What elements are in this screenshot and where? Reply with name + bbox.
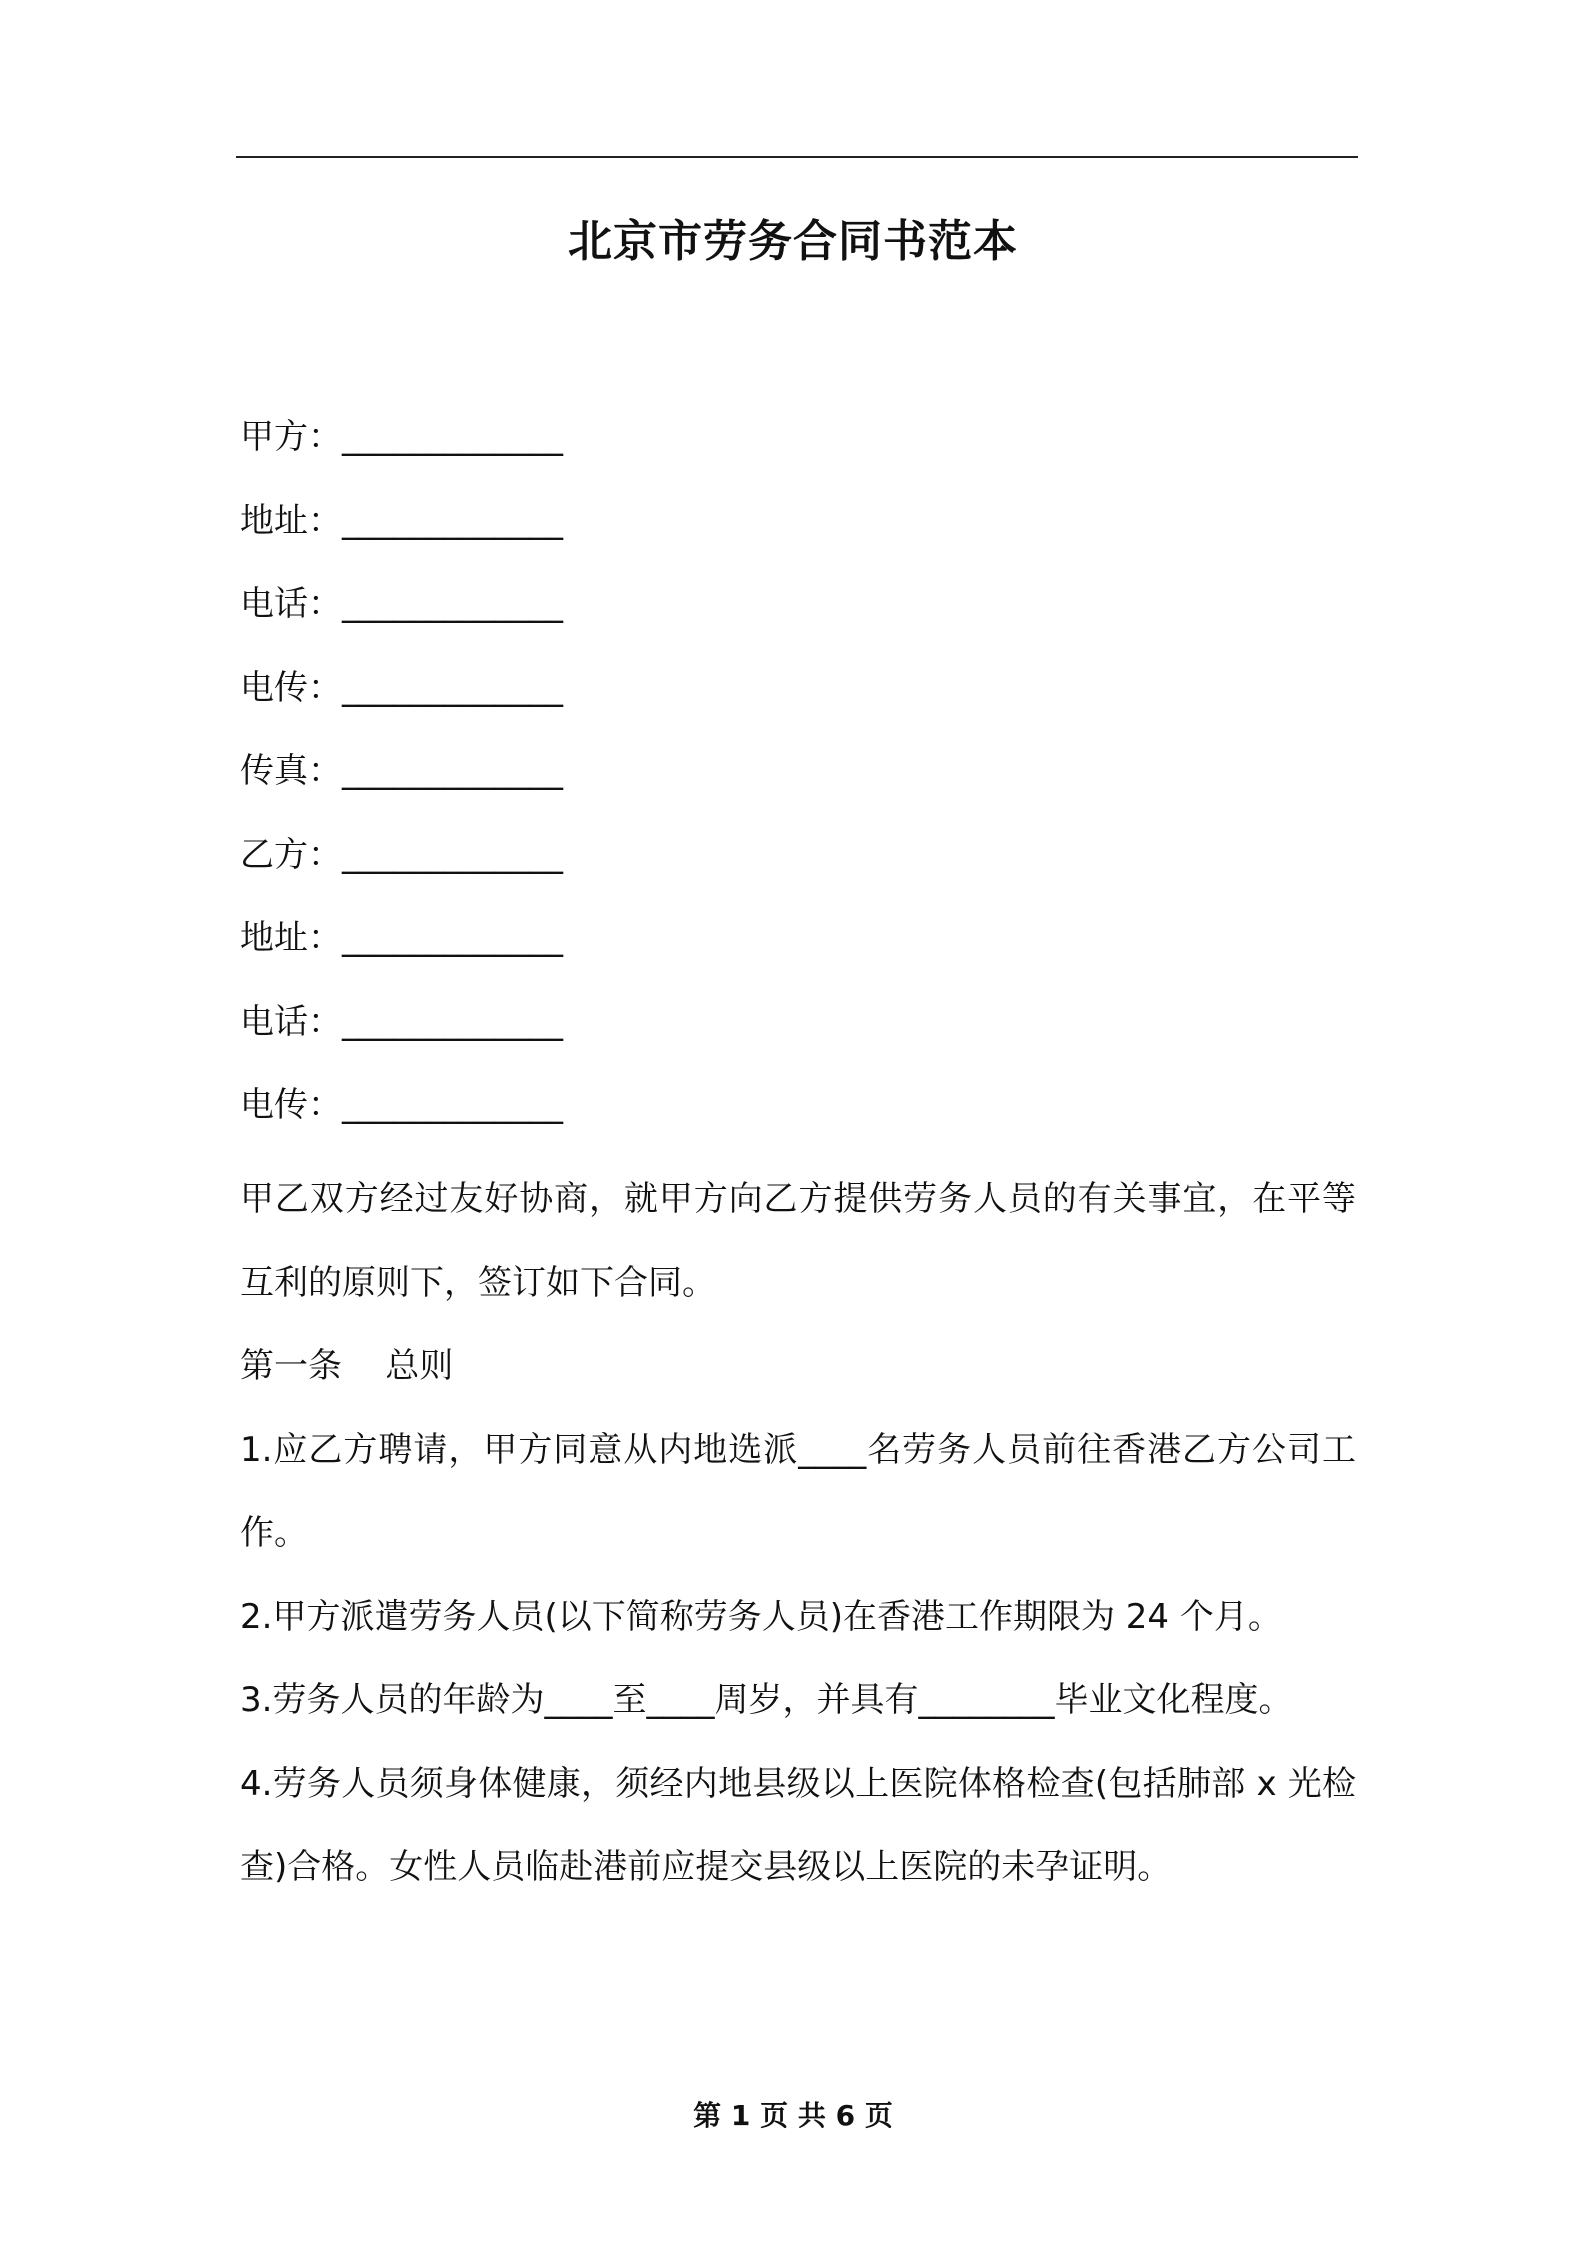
field-blank: _____________ <box>342 918 563 958</box>
party-info-block <box>240 406 1350 1158</box>
article-heading: 第一条 总则 <box>240 1346 454 1386</box>
field-party-b-address <box>240 907 1350 991</box>
field-blank: _____________ <box>342 584 563 624</box>
field-party-a-address <box>240 490 1350 574</box>
field-blank: _____________ <box>342 667 563 708</box>
field-label: 电话： <box>240 584 342 624</box>
clause-3: 3.劳务人员的年龄为____至____周岁，并具有________毕业文化程度。 <box>240 1680 1293 1720</box>
field-label: 甲方： <box>240 417 342 457</box>
field-label: 电话： <box>240 1001 342 1042</box>
field-blank: _____________ <box>342 1001 563 1042</box>
field-blank: _____________ <box>342 834 563 875</box>
field-label: 地址： <box>240 500 342 541</box>
intro-paragraph: 甲乙双方经过友好协商，就甲方向乙方提供劳务人员的有关事宜，在平等互利的原则下，签订如下合同。 <box>240 1179 1356 1303</box>
field-party-a-fax <box>240 740 1350 824</box>
field-label: 电传： <box>240 1085 342 1125</box>
field-label: 电传： <box>240 667 342 708</box>
field-label: 传真： <box>240 751 342 791</box>
field-party-b-telex <box>240 1074 1350 1158</box>
page-footer: 第 1 页 共 6 页 <box>693 2099 893 2132</box>
field-blank: _____________ <box>342 500 563 541</box>
field-blank: _____________ <box>342 1085 563 1125</box>
clause-2: 2.甲方派遣劳务人员(以下简称劳务人员)在香港工作期限为 24 个月。 <box>240 1596 1282 1637</box>
field-party-b <box>240 824 1350 908</box>
field-blank: _____________ <box>342 751 563 791</box>
clause-1: 1.应乙方聘请，甲方同意从内地选派____名劳务人员前往香港乙方公司工作。 <box>240 1429 1356 1553</box>
field-party-a-phone <box>240 573 1350 657</box>
field-party-b-phone <box>240 991 1350 1075</box>
contract-body <box>240 1158 1356 1910</box>
header-rule <box>236 156 1358 158</box>
document-title: 北京市劳务合同书范本 <box>568 216 1018 267</box>
field-blank: _____________ <box>342 417 563 457</box>
field-label: 乙方： <box>240 834 342 875</box>
clause-4: 4.劳务人员须身体健康，须经内地县级以上医院体格检查(包括肺部 x 光检查)合格。女性人员临赴港前应提交县级以上医院的未孕证明。 <box>240 1763 1356 1887</box>
field-party-a <box>240 406 1350 490</box>
field-party-a-telex <box>240 657 1350 741</box>
field-label: 地址： <box>240 918 342 958</box>
